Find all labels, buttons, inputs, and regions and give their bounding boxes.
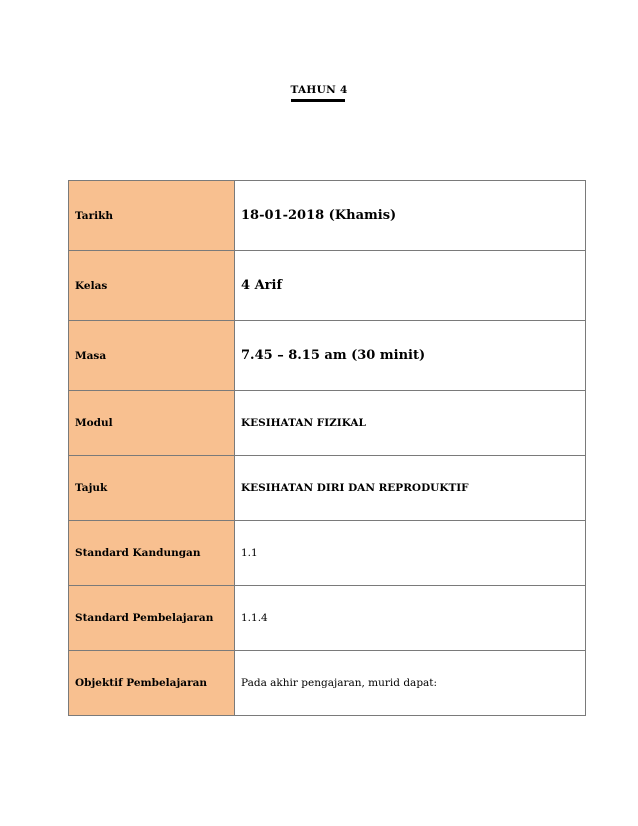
- lesson-plan-table: [68, 180, 586, 716]
- label-tarikh: Tarikh: [69, 181, 235, 251]
- table-row-standard-pembelajaran: [69, 586, 586, 651]
- value-standard-kandungan: 1.1: [235, 521, 586, 586]
- label-masa: Masa: [69, 321, 235, 391]
- page-header: [0, 78, 638, 97]
- value-objektif-pembelajaran: Pada akhir pengajaran, murid dapat:: [235, 651, 586, 716]
- table-row-standard-kandungan: [69, 521, 586, 586]
- label-kelas: Kelas: [69, 251, 235, 321]
- table-row-modul: [69, 391, 586, 456]
- table-row-tarikh: [69, 181, 586, 251]
- label-standard-pembelajaran: Standard Pembelajaran: [69, 586, 235, 651]
- title-underline: [291, 99, 345, 102]
- label-objektif-pembelajaran: Objektif Pembelajaran: [69, 651, 235, 716]
- value-tarikh: 18-01-2018 (Khamis): [235, 181, 586, 251]
- label-standard-kandungan: Standard Kandungan: [69, 521, 235, 586]
- value-masa: 7.45 – 8.15 am (30 minit): [235, 321, 586, 391]
- value-kelas: 4 Arif: [235, 251, 586, 321]
- value-modul: KESIHATAN FIZIKAL: [235, 391, 586, 456]
- table-row-masa: [69, 321, 586, 391]
- label-tajuk: Tajuk: [69, 456, 235, 521]
- table-row-tajuk: [69, 456, 586, 521]
- label-modul: Modul: [69, 391, 235, 456]
- page-title: TAHUN 4: [290, 84, 348, 96]
- table-row-objektif-pembelajaran: [69, 651, 586, 716]
- value-tajuk: KESIHATAN DIRI DAN REPRODUKTIF: [235, 456, 586, 521]
- table-row-kelas: [69, 251, 586, 321]
- value-standard-pembelajaran: 1.1.4: [235, 586, 586, 651]
